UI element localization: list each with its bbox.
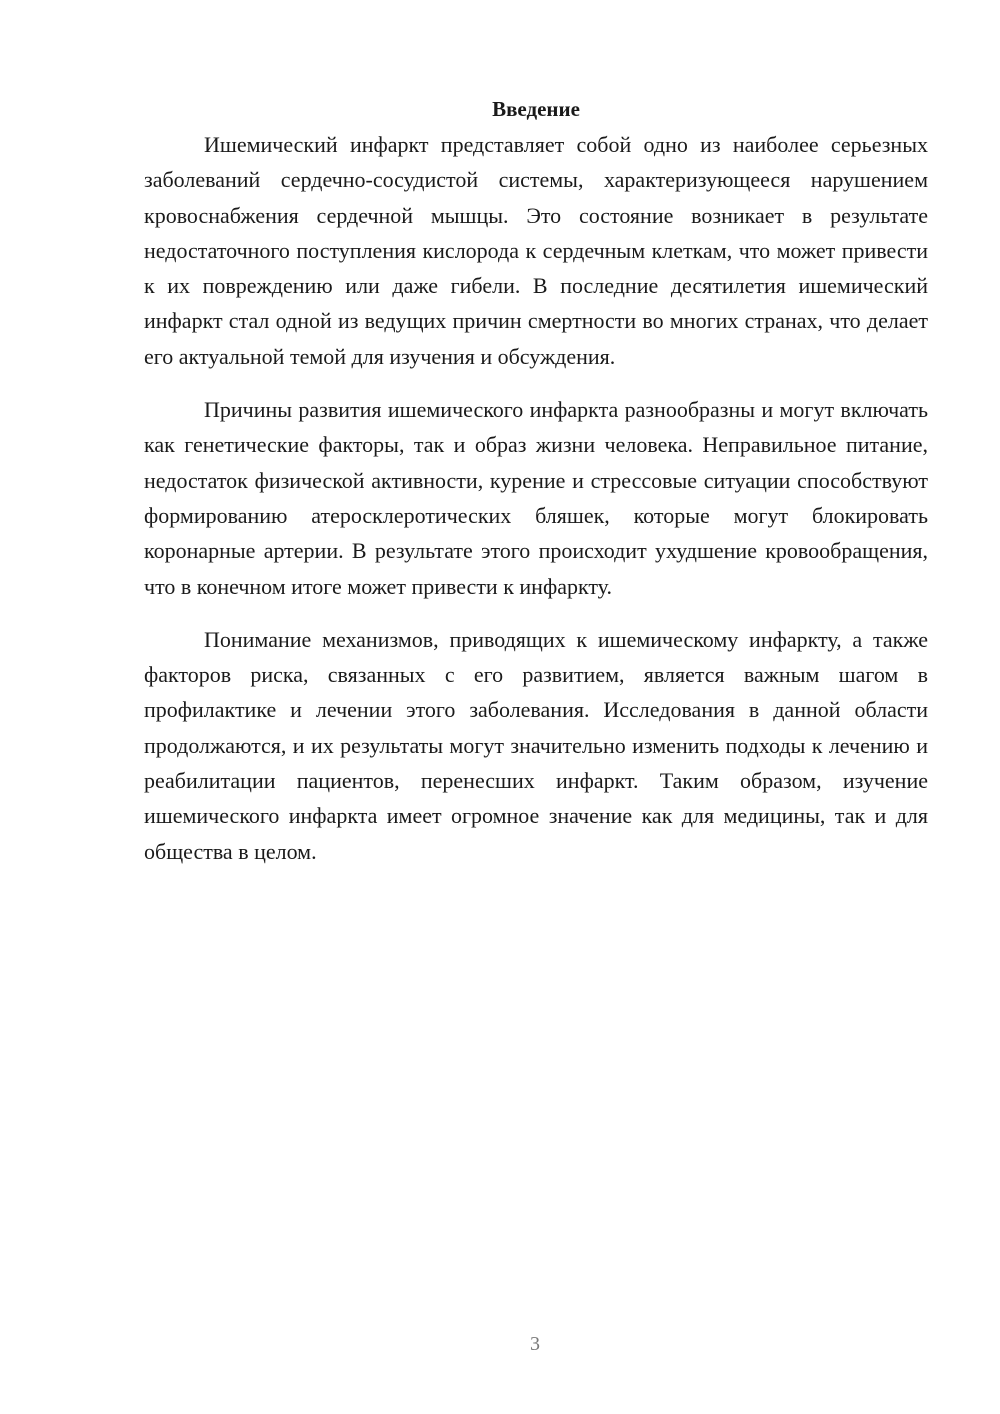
section-title: Введение bbox=[492, 97, 580, 121]
document-body bbox=[144, 92, 928, 887]
paragraph-3: Понимание механизмов, приводящих к ишемическому инфаркту, а также факторов риска, связанных с его развитием, является важным шагом в профилактике и лечении этого заболевания. Исследования в данной области продолжаются, и их результаты могут значительно изменить подходы к лечению и реабилитации пациентов, перенесших инфаркт. Таким образом, изучение ишемического инфаркта имеет огромное значение как для медицины, так и для общества в целом. bbox=[144, 626, 928, 864]
paragraph-1: Ишемический инфаркт представляет собой одно из наиболее серьезных заболеваний сердечно-сосудистой системы, характеризующееся нарушением кровоснабжения сердечной мышцы. Это состояние возникает в результате недостаточного поступления кислорода к сердечным клеткам, что может привести к их повреждению или даже гибели. В последние десятилетия ишемический инфаркт стал одной из ведущих причин смертности во многих странах, что делает его актуальной темой для изучения и обсуждения. bbox=[144, 132, 928, 369]
page-number: 3 bbox=[530, 1333, 540, 1355]
paragraph-2: Причины развития ишемического инфаркта разнообразны и могут включать как генетические факторы, так и образ жизни человека. Неправильное питание, недостаток физической активности, курение и стрессовые ситуации способствуют формированию атеросклеротических бляшек, которые могут блокировать коронарные артерии. В результате этого происходит ухудшение кровообращения, что в конечном итоге может привести к инфаркту. bbox=[144, 397, 928, 599]
